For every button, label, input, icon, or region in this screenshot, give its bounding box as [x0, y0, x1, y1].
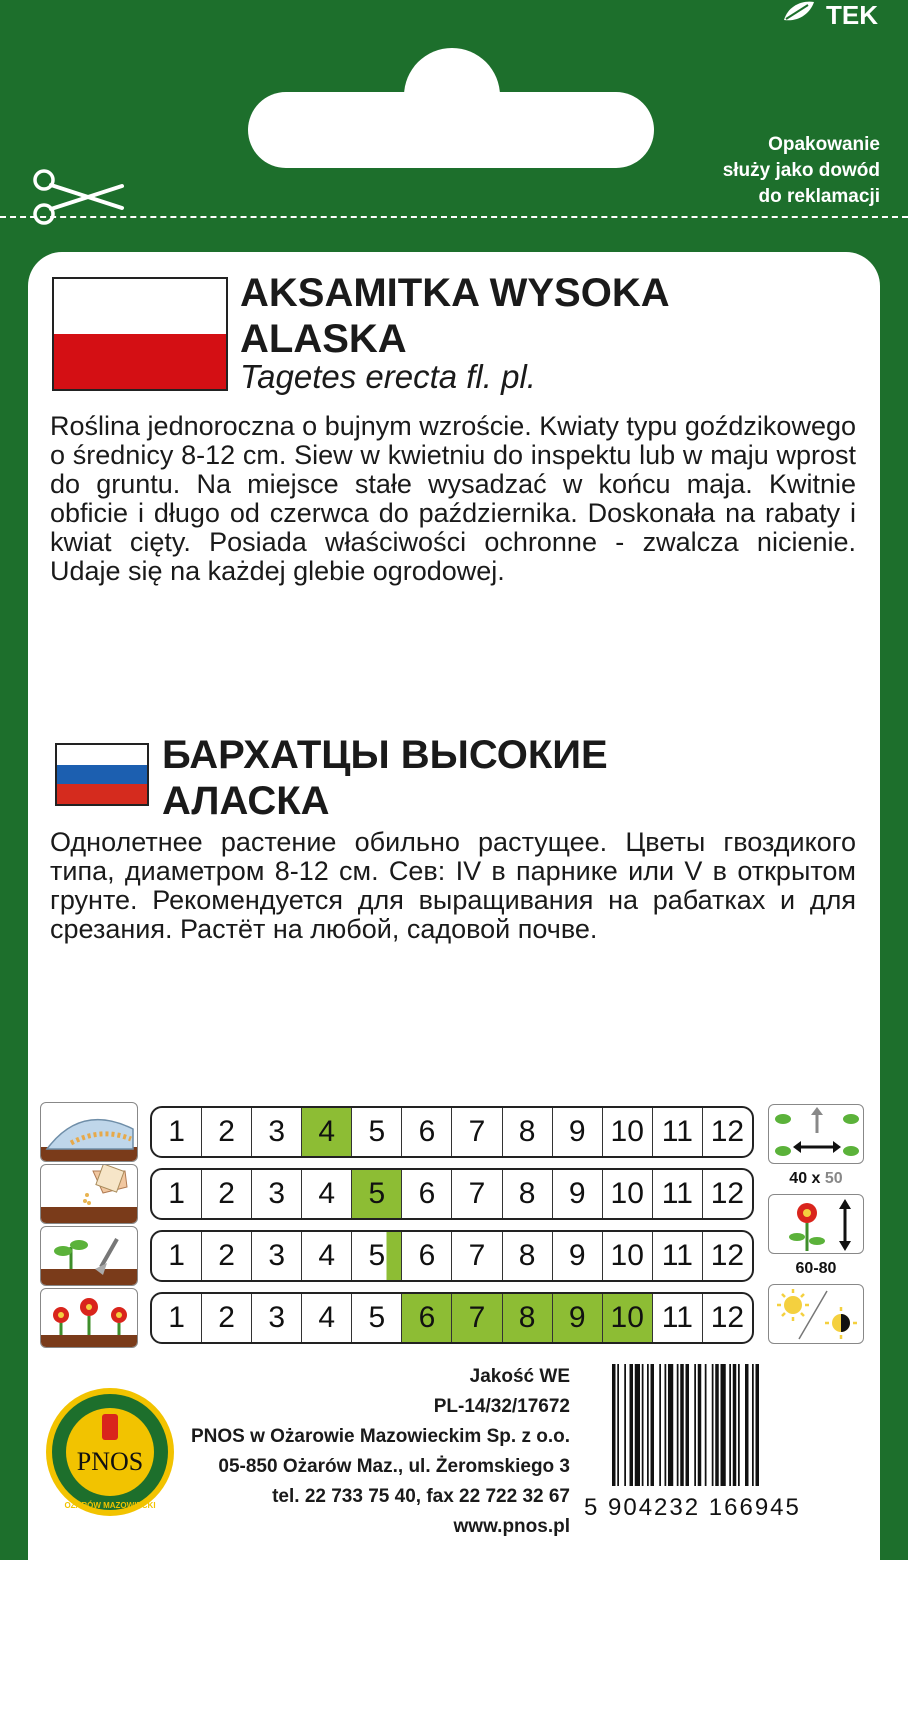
month-cell — [252, 1232, 302, 1280]
month-cell — [202, 1170, 252, 1218]
pnos-logo — [44, 1386, 176, 1518]
pl-title — [240, 270, 670, 362]
month-number: 6 — [418, 1177, 436, 1210]
month-number: 12 — [710, 1115, 745, 1148]
pl-title-line1: AKSAMITKA WYSOKA — [240, 271, 670, 315]
month-cell — [553, 1170, 603, 1218]
svg-text:OŻARÓW MAZOWIECKI: OŻARÓW MAZOWIECKI — [64, 1501, 156, 1510]
month-number: 4 — [318, 1239, 336, 1272]
month-cell — [352, 1170, 402, 1218]
month-number: 11 — [661, 1177, 693, 1210]
month-number: 4 — [318, 1115, 336, 1148]
month-cell — [653, 1170, 703, 1218]
barcode-bar — [677, 1364, 679, 1486]
barcode-bar — [705, 1364, 707, 1486]
ru-title-line1: БАРХАТЦЫ ВЫСОКИЕ — [162, 733, 608, 777]
barcode — [610, 1364, 856, 1486]
barcode-bar — [698, 1364, 702, 1486]
calendar-row-transplanting — [150, 1230, 754, 1282]
barcode-bar — [756, 1364, 760, 1486]
month-cell — [503, 1108, 553, 1156]
month-number: 6 — [418, 1115, 436, 1148]
month-cell — [703, 1294, 752, 1342]
height-label: 60-80 — [795, 1260, 837, 1277]
month-number: 8 — [518, 1239, 536, 1272]
barcode-bar — [715, 1364, 719, 1486]
month-cell — [202, 1108, 252, 1156]
month-cell — [302, 1108, 352, 1156]
company-info — [191, 1362, 570, 1542]
month-number: 7 — [468, 1115, 486, 1148]
month-number: 3 — [268, 1239, 286, 1272]
month-cell — [152, 1232, 202, 1280]
month-cell — [452, 1108, 502, 1156]
month-cell — [452, 1294, 502, 1342]
month-cell — [152, 1108, 202, 1156]
month-number: 9 — [568, 1177, 586, 1210]
month-number: 6 — [418, 1301, 436, 1334]
month-cell — [302, 1232, 352, 1280]
registration-number: PL-14/32/17672 — [433, 1396, 570, 1417]
cut-line — [0, 216, 908, 218]
barcode-bar — [642, 1364, 644, 1486]
ru-description: Однолетнее растение обильно растущее. Цветы гвоздикого типа, диаметром 8-12 см. Сев: IV в парнике или V в открытом грунте. Рекомендуется для выращивания на рабатках и для срезания. Растёт на любой, садовой почве. — [50, 827, 856, 944]
month-number: 9 — [568, 1115, 586, 1148]
month-number: 10 — [610, 1301, 644, 1334]
month-cell — [202, 1294, 252, 1342]
russian-flag-icon — [55, 743, 149, 806]
brand-label: TEK — [826, 0, 878, 30]
month-number: 4 — [318, 1177, 336, 1210]
barcode-bar — [752, 1364, 754, 1486]
barcode-digits: 5 904232 166945 — [584, 1494, 801, 1521]
month-number: 4 — [318, 1301, 336, 1334]
company-phone: tel. 22 733 75 40, fax 22 722 32 67 — [272, 1486, 570, 1507]
barcode-bar — [651, 1364, 655, 1486]
month-cell — [402, 1232, 452, 1280]
month-cell — [503, 1170, 553, 1218]
barcode-bar — [680, 1364, 684, 1486]
calendar-row-flowering — [150, 1292, 754, 1344]
barcode-bar — [630, 1364, 634, 1486]
month-number: 8 — [518, 1177, 536, 1210]
quality-mark: Jakość WE — [469, 1366, 570, 1387]
month-cell — [152, 1294, 202, 1342]
month-number: 5 — [368, 1301, 386, 1334]
svg-text:PNOS: PNOS — [76, 1447, 144, 1476]
month-cell — [452, 1232, 502, 1280]
month-number: 3 — [268, 1115, 286, 1148]
month-cell — [703, 1170, 752, 1218]
month-number: 2 — [218, 1177, 235, 1210]
notice-line: Opakowanie — [768, 134, 880, 155]
ru-title — [162, 732, 608, 824]
month-number: 12 — [710, 1301, 745, 1334]
barcode-bar — [612, 1364, 616, 1486]
barcode-bar — [668, 1364, 673, 1486]
month-number: 11 — [661, 1115, 693, 1148]
month-cell — [703, 1108, 752, 1156]
month-number: 5 — [368, 1239, 386, 1272]
month-cell — [352, 1294, 402, 1342]
month-number: 11 — [661, 1239, 693, 1272]
notice-line: służy jako dowód — [722, 160, 880, 181]
month-number: 7 — [468, 1301, 486, 1334]
month-number: 1 — [168, 1177, 185, 1210]
month-number: 10 — [610, 1115, 644, 1148]
month-cell — [503, 1232, 553, 1280]
barcode-bar — [694, 1364, 696, 1486]
company-address: 05-850 Ożarów Maz., ul. Żeromskiego 3 — [218, 1456, 570, 1477]
month-cell — [503, 1294, 553, 1342]
barcode-bar — [635, 1364, 640, 1486]
barcode-bar — [617, 1364, 619, 1486]
month-cell — [603, 1232, 653, 1280]
transplanting-icon — [40, 1226, 138, 1286]
month-number: 2 — [218, 1301, 235, 1334]
plant-height-icon — [768, 1194, 864, 1254]
month-cell — [553, 1294, 603, 1342]
barcode-bar — [733, 1364, 737, 1486]
month-cell — [653, 1294, 703, 1342]
open-ground-sowing-icon — [40, 1164, 138, 1224]
complaint-notice — [723, 132, 880, 210]
flowering-icon — [40, 1288, 138, 1348]
greenhouse-sowing-icon — [40, 1102, 138, 1162]
month-number: 12 — [710, 1239, 745, 1272]
latin-name: Tagetes erecta fl. pl. — [240, 358, 536, 395]
barcode-bar — [624, 1364, 626, 1486]
sun-partial-shade-icon — [768, 1284, 864, 1344]
barcode-bar — [745, 1364, 749, 1486]
month-number: 10 — [610, 1177, 644, 1210]
month-cell — [603, 1170, 653, 1218]
month-number: 10 — [610, 1239, 644, 1272]
month-cell — [703, 1232, 752, 1280]
month-cell — [452, 1170, 502, 1218]
company-name: PNOS w Ożarowie Mazowieckim Sp. z o.o. — [190, 1426, 570, 1447]
month-number: 5 — [368, 1115, 386, 1148]
barcode-bar — [729, 1364, 731, 1486]
month-number: 1 — [168, 1301, 185, 1334]
month-number: 5 — [368, 1177, 386, 1210]
month-cell — [653, 1108, 703, 1156]
calendar-row-greenhouse — [150, 1106, 754, 1158]
month-cell — [603, 1294, 653, 1342]
month-number: 7 — [468, 1177, 486, 1210]
month-cell — [402, 1170, 452, 1218]
month-cell — [653, 1232, 703, 1280]
month-cell — [603, 1108, 653, 1156]
month-number: 1 — [168, 1115, 185, 1148]
spacing-label — [768, 1170, 864, 1188]
month-number: 2 — [218, 1115, 235, 1148]
month-number: 9 — [568, 1301, 586, 1334]
barcode-bar — [659, 1364, 661, 1486]
barcode-bar — [647, 1364, 649, 1486]
month-cell — [302, 1294, 352, 1342]
month-cell — [402, 1108, 452, 1156]
ru-title-line2: АЛАСКА — [162, 779, 330, 823]
month-number: 8 — [518, 1115, 536, 1148]
pl-title-line2: ALASKA — [240, 317, 407, 361]
month-cell — [402, 1294, 452, 1342]
month-number: 1 — [168, 1239, 185, 1272]
month-number: 2 — [218, 1239, 235, 1272]
barcode-bar — [738, 1364, 740, 1486]
notice-line: do reklamacji — [758, 186, 880, 207]
month-cell — [553, 1232, 603, 1280]
spacing-value-b: 50 — [824, 1170, 843, 1187]
company-website[interactable]: www.pnos.pl — [453, 1516, 570, 1537]
plant-spacing-icon — [768, 1104, 864, 1164]
month-cell — [252, 1170, 302, 1218]
spacing-value-a: 40 x — [789, 1170, 821, 1187]
pl-description: Roślina jednoroczna o bujnym wzroście. Kwiaty typu goździkowego o średnicy 8-12 cm. Siew w kwietniu do inspektu lub w maju wprost do gruntu. Na miejsce stałe wysadzać w końcu maja. Kwitnie obficie i długo od czerwca do października. Doskonała na rabaty i kwiat cięty. Posiada właściwości ochronne - zwalcza nicienie. Udaje się na każdej glebie ogrodowej. — [50, 411, 856, 586]
barcode-bar — [721, 1364, 726, 1486]
barcode-bar — [712, 1364, 714, 1486]
month-number: 12 — [710, 1177, 745, 1210]
scissors-icon — [30, 168, 126, 226]
month-number: 8 — [518, 1301, 536, 1334]
barcode-bar — [665, 1364, 667, 1486]
month-cell — [152, 1170, 202, 1218]
month-cell — [553, 1108, 603, 1156]
polish-flag-icon — [52, 277, 228, 391]
month-cell — [202, 1232, 252, 1280]
month-cell — [302, 1170, 352, 1218]
month-cell — [252, 1108, 302, 1156]
month-number: 7 — [468, 1239, 486, 1272]
month-cell — [252, 1294, 302, 1342]
month-cell — [352, 1108, 402, 1156]
barcode-bar — [686, 1364, 690, 1486]
hang-hole — [248, 92, 654, 168]
month-number: 9 — [568, 1239, 586, 1272]
month-number: 11 — [661, 1301, 693, 1334]
month-cell — [352, 1232, 402, 1280]
month-number: 3 — [268, 1177, 286, 1210]
tek-leaf-icon — [782, 0, 816, 22]
month-number: 6 — [418, 1239, 436, 1272]
calendar-row-sowing — [150, 1168, 754, 1220]
month-number: 3 — [268, 1301, 286, 1334]
